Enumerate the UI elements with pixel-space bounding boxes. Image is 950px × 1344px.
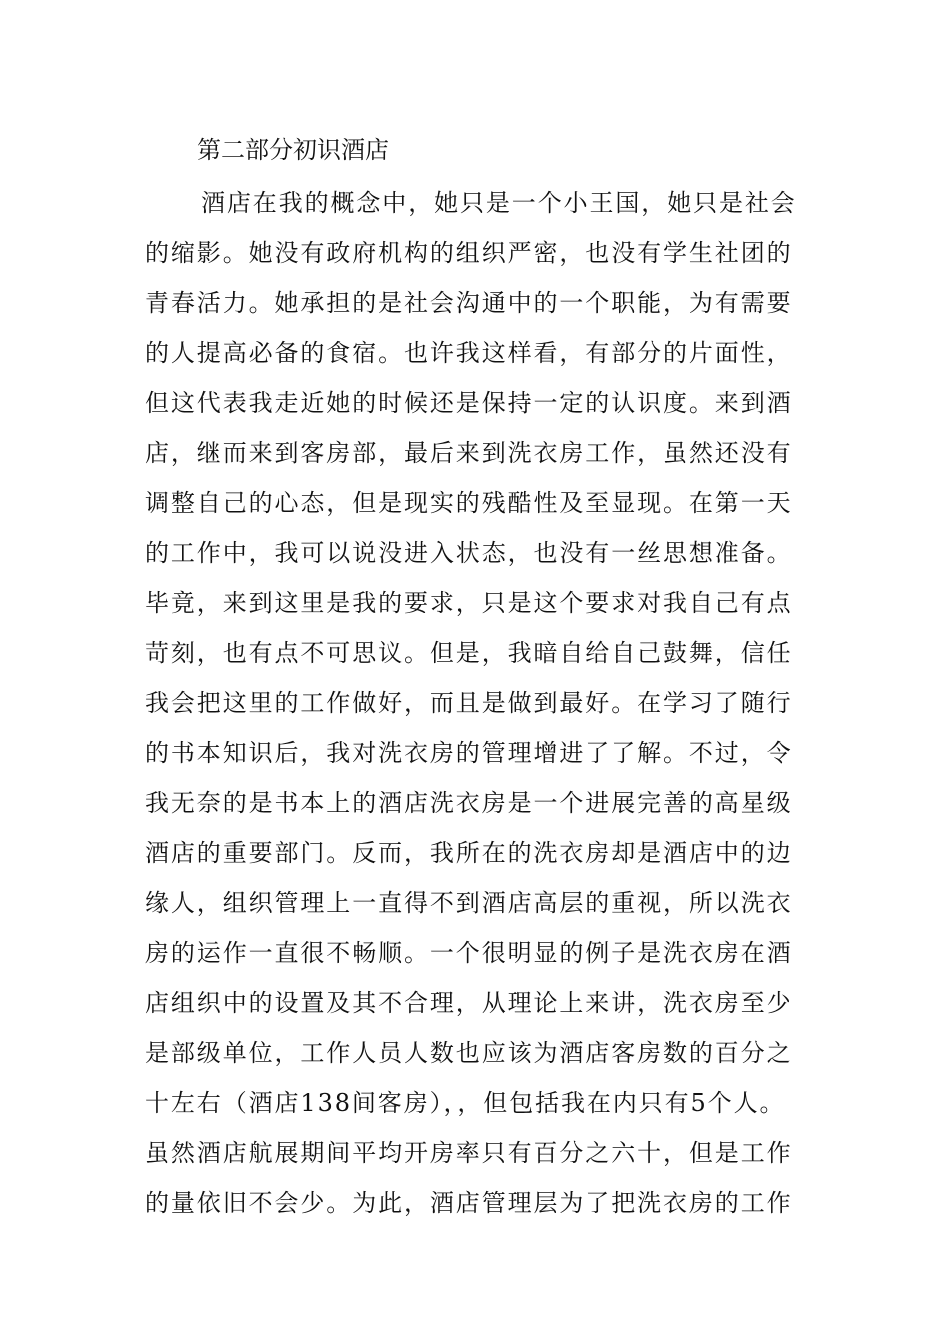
paragraph-line: 的量依旧不会少。为此，酒店管理层为了把洗衣房的工作 (145, 1189, 793, 1217)
section-heading: 第二部分初识酒店 (197, 136, 389, 164)
paragraph-line: 虽然酒店航展期间平均开房率只有百分之六十，但是工作 (145, 1139, 793, 1167)
paragraph-line: 毕竟，来到这里是我的要求，只是这个要求对我自己有点 (145, 589, 793, 617)
paragraph-line: 酒店在我的概念中，她只是一个小王国，她只是社会 (201, 189, 797, 217)
paragraph-line: 的工作中，我可以说没进入状态，也没有一丝思想准备。 (145, 539, 793, 567)
paragraph-line: 调整自己的心态，但是现实的残酷性及至显现。在第一天 (145, 489, 793, 517)
paragraph-line: 的书本知识后，我对洗衣房的管理增进了了解。不过，令 (145, 739, 793, 767)
paragraph-line: 是部级单位，工作人员人数也应该为酒店客房数的百分之 (145, 1039, 793, 1067)
paragraph-line: 我会把这里的工作做好，而且是做到最好。在学习了随行 (145, 689, 793, 717)
paragraph-line: 缘人，组织管理上一直得不到酒店高层的重视，所以洗衣 (145, 889, 793, 917)
paragraph-line: 房的运作一直很不畅顺。一个很明显的例子是洗衣房在酒 (145, 939, 793, 967)
paragraph-line: 酒店的重要部门。反而，我所在的洗衣房却是酒店中的边 (145, 839, 793, 867)
paragraph-line: 十左右（酒店138间客房），，但包括我在内只有5个人。 (145, 1089, 786, 1117)
paragraph-line: 店组织中的设置及其不合理，从理论上来讲，洗衣房至少 (145, 989, 793, 1017)
body-paragraph (145, 178, 810, 1228)
paragraph-line: 苛刻，也有点不可思议。但是，我暗自给自己鼓舞，信任 (145, 639, 793, 667)
paragraph-line: 青春活力。她承担的是社会沟通中的一个职能，为有需要 (145, 289, 793, 317)
paragraph-line: 店，继而来到客房部，最后来到洗衣房工作，虽然还没有 (145, 439, 793, 467)
paragraph-line: 但这代表我走近她的时候还是保持一定的认识度。来到酒 (145, 389, 793, 417)
paragraph-line: 的人提高必备的食宿。也许我这样看，有部分的片面性， (145, 339, 793, 367)
paragraph-line: 的缩影。她没有政府机构的组织严密，也没有学生社团的 (145, 239, 793, 267)
paragraph-line: 我无奈的是书本上的酒店洗衣房是一个进展完善的高星级 (145, 789, 793, 817)
